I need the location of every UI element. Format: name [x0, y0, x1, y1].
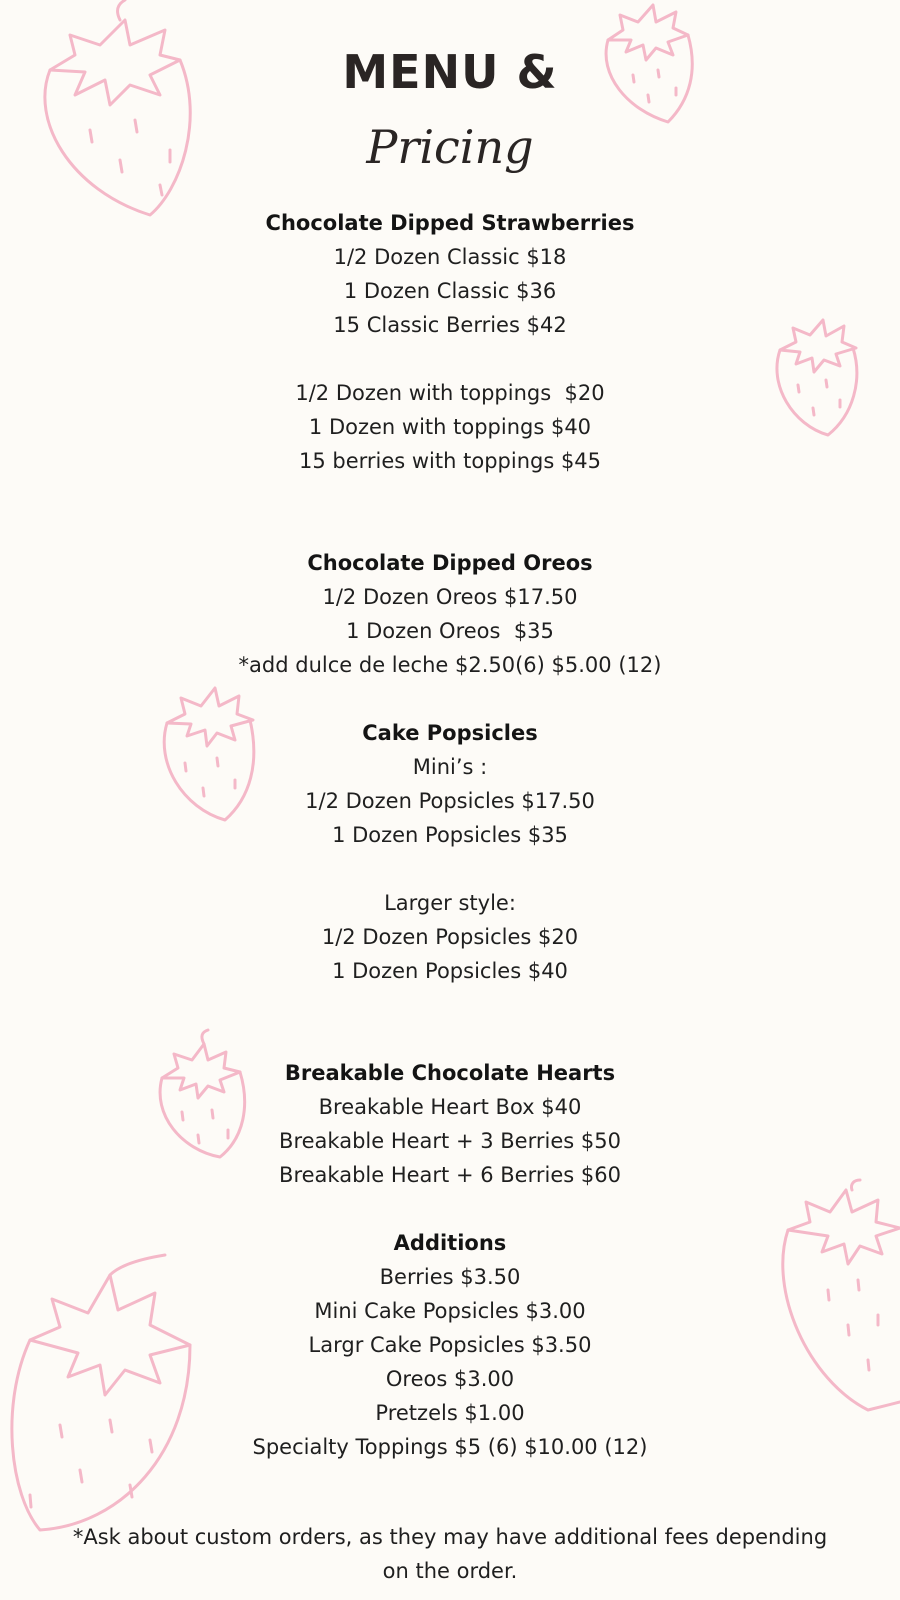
- menu-item: Breakable Heart Box $40: [318, 1095, 582, 1119]
- menu-list: [0, 206, 900, 1464]
- menu-item: Specialty Toppings $5 (6) $10.00 (12): [252, 1435, 648, 1459]
- menu-item: Largr Cake Popsicles $3.50: [308, 1333, 592, 1357]
- menu-subheading: Larger style:: [384, 891, 516, 915]
- section-heading: Chocolate Dipped Strawberries: [265, 211, 635, 235]
- menu-item: 1/2 Dozen with toppings $20: [295, 381, 605, 405]
- menu-item: Breakable Heart + 3 Berries $50: [279, 1129, 621, 1153]
- menu-item: 1/2 Dozen Oreos $17.50: [322, 585, 578, 609]
- menu-subheading: Mini’s :: [412, 755, 488, 779]
- menu-item: 1 Dozen Oreos $35: [346, 619, 554, 643]
- menu-item: Berries $3.50: [379, 1265, 521, 1289]
- section-oreos: [0, 546, 900, 682]
- menu-item: 1 Dozen Classic $36: [343, 279, 557, 303]
- menu-item: 1 Dozen Popsicles $35: [332, 823, 568, 847]
- menu-item: Oreos $3.00: [385, 1367, 515, 1391]
- section-heading: Additions: [393, 1231, 507, 1255]
- menu-item: Breakable Heart + 6 Berries $60: [279, 1163, 621, 1187]
- menu-item: 15 berries with toppings $45: [298, 449, 602, 473]
- menu-item: 1/2 Dozen Popsicles $20: [321, 925, 579, 949]
- section-strawberries: [0, 206, 900, 478]
- section-hearts: [0, 1056, 900, 1192]
- section-heading: Cake Popsicles: [362, 721, 538, 745]
- section-heading: Chocolate Dipped Oreos: [307, 551, 593, 575]
- menu-item: Pretzels $1.00: [375, 1401, 525, 1425]
- section-additions: [0, 1226, 900, 1464]
- section-popsicles: [0, 716, 900, 988]
- page-title: MENU &: [342, 45, 558, 99]
- menu-item: *add dulce de leche $2.50(6) $5.00 (12): [238, 653, 662, 677]
- menu-item: 15 Classic Berries $42: [333, 313, 567, 337]
- page-subtitle: Pricing: [366, 120, 534, 174]
- menu-item: 1 Dozen Popsicles $40: [332, 959, 568, 983]
- footer-note: *Ask about custom orders, as they may have additional fees depending on the order.: [72, 1525, 828, 1583]
- menu-item: 1 Dozen with toppings $40: [308, 415, 592, 439]
- menu-item: Mini Cake Popsicles $3.00: [314, 1299, 586, 1323]
- section-heading: Breakable Chocolate Hearts: [284, 1061, 616, 1085]
- strawberry-icon: [30, 0, 200, 220]
- menu-item: 1/2 Dozen Classic $18: [333, 245, 567, 269]
- menu-item: 1/2 Dozen Popsicles $17.50: [305, 789, 595, 813]
